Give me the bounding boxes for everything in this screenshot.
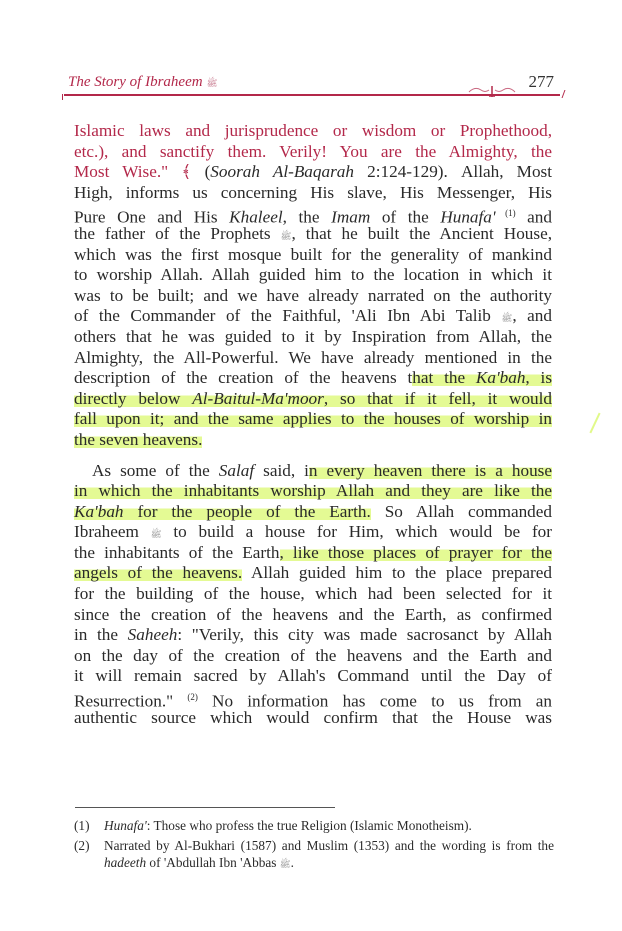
text-run: Resurrection.": [74, 691, 188, 711]
text-run: others that he was guided to it by Inspiration from Allah, the: [74, 326, 552, 346]
quran-quote-text: Most Wise.": [74, 162, 182, 182]
text-run: was to be built; and we have already narrated on the authority: [74, 285, 552, 305]
text-line: [74, 245, 552, 266]
footnote-text: [104, 817, 554, 834]
text-run: the inhabitants of the Earth: [74, 542, 280, 562]
body-text: [74, 121, 552, 728]
text-line: [74, 522, 552, 543]
header-rule: [64, 94, 560, 96]
text-run: (: [204, 162, 211, 182]
italic-term: hadeeth: [104, 855, 147, 870]
running-title-text: The Story of Ibraheem: [68, 74, 203, 90]
italic-term: Hunafa': [440, 208, 496, 228]
paragraph-gap: [74, 451, 552, 461]
text-line: [74, 327, 552, 348]
text-run: for the building of the house, which had been selected for it: [74, 584, 552, 604]
text-line: [74, 121, 552, 142]
highlighted-text: [476, 368, 526, 387]
highlighted-text: , so that if it fell, it would: [323, 388, 553, 408]
text-line: [74, 142, 552, 163]
text-run: Narrated by Al-Bukhari (1587) and Muslim (1353) and the wording is from the: [104, 838, 554, 853]
text-run: to worship Allah. Allah guided him to the location in which it: [74, 265, 552, 285]
text-run: of the Commander of the Faithful, 'Ali Ibn Abi Talib: [74, 306, 502, 326]
text-line: [74, 183, 552, 204]
highlighted-text: n every heaven there is a house: [308, 460, 552, 480]
text-run: High, informs us concerning His slave, His Messenger, His: [74, 182, 552, 202]
italic-term: Hunafa': [104, 818, 147, 833]
italic-term: Al-Baitul-Ma'moor: [192, 388, 324, 408]
text-run: to build a house for Him, which would be for: [161, 522, 553, 542]
text-run: , the: [282, 208, 332, 228]
text-line: [74, 224, 552, 245]
text-run: , and: [512, 306, 552, 326]
text-line: [74, 389, 552, 410]
text-line: [74, 563, 552, 584]
honorific-seal-icon: ﷺ: [280, 230, 292, 241]
text-line: [74, 409, 552, 430]
italic-term: Saheeh: [127, 625, 178, 645]
text-run: of the: [370, 208, 441, 228]
text-run: [210, 162, 354, 181]
footnote-ref: (1): [495, 208, 516, 219]
text-run: [104, 855, 146, 870]
italic-term: Imam: [331, 208, 371, 228]
text-run: So Allah commanded: [370, 501, 553, 521]
highlighter-mark: [589, 413, 600, 434]
highlighted-text: hat the: [412, 368, 476, 388]
text-run: , that he built the Ancient House,: [291, 223, 552, 243]
highlighted-text: , like those places of prayer for the: [279, 542, 552, 562]
text-run: .: [290, 855, 294, 870]
text-line: [74, 306, 552, 327]
quran-quote-text: etc.), and sanctify them. Verily! You are the Almighty, the: [74, 141, 552, 161]
footnote: [74, 837, 554, 873]
italic-term: Salaf: [218, 460, 255, 480]
text-run: on the day of the creation of the heavens and the Earth and: [74, 645, 552, 665]
text-run: said, i: [254, 460, 309, 480]
highlighted-text: the seven heavens.: [74, 429, 203, 449]
text-line: [74, 605, 552, 626]
text-run: and: [515, 208, 552, 228]
highlighted-text: [74, 502, 124, 521]
text-run: : "Verily, this city was made sacrosanct by Allah: [177, 625, 553, 645]
italic-term: Ka'bah: [475, 368, 526, 388]
text-line: [74, 348, 552, 369]
text-run: [219, 461, 254, 480]
text-line: [74, 430, 552, 451]
footnotes: [74, 817, 554, 876]
highlighted-text: [192, 389, 324, 408]
running-header: [64, 72, 560, 104]
text-run: Allah guided him to the place prepared: [242, 563, 552, 583]
text-line: [74, 543, 552, 564]
footnote-text: [104, 837, 554, 873]
text-run: in the: [74, 625, 128, 645]
text-run: As some of the: [92, 460, 219, 480]
highlighted-text: directly below: [74, 388, 193, 408]
text-run: description of the creation of the heavens t: [74, 368, 413, 388]
text-line: [74, 286, 552, 307]
footnote: [74, 817, 554, 834]
text-run: it will remain sacred by Allah's Command until the Day of: [74, 666, 552, 686]
text-line: [74, 666, 552, 687]
text-run: : Those who profess the true Religion (Islamic Monotheism).: [146, 818, 472, 833]
running-title: [68, 74, 217, 91]
text-run: which was the first mosque built for the generality of mankind: [74, 244, 552, 264]
footnote-number: (2): [74, 838, 90, 853]
highlighted-text: for the people of the Earth.: [123, 501, 371, 521]
quran-quote-text: ﴾: [181, 162, 205, 182]
text-run: the father of the Prophets: [74, 223, 281, 243]
text-line: [74, 368, 552, 389]
italic-term: Khaleel: [229, 208, 283, 228]
text-line: [74, 708, 552, 729]
text-line: [74, 265, 552, 286]
text-run: since the creation of the heavens and the Earth, as confirmed: [74, 604, 552, 624]
quran-quote-text: Islamic laws and jurisprudence or wisdom or Prophethood,: [74, 121, 552, 140]
text-run: [128, 625, 178, 644]
text-run: Ibraheem: [74, 522, 151, 542]
text-line: [74, 502, 552, 523]
text-line: [74, 481, 552, 502]
footnote-separator: [75, 807, 335, 808]
text-run: Almighty, the All-Powerful. We have already mentioned in the: [74, 347, 552, 367]
text-line: [74, 625, 552, 646]
highlighted-text: angels of the heavens.: [74, 563, 243, 583]
header-rule-end: [556, 90, 566, 98]
text-line: [74, 646, 552, 667]
text-line: [74, 687, 552, 711]
text-line: [74, 162, 552, 183]
text-run: Pure One and His: [74, 208, 230, 228]
honorific-seal-icon: ﷺ: [150, 529, 162, 540]
page-number: 277: [528, 72, 554, 91]
highlighted-text: , is: [525, 368, 553, 388]
text-line: [74, 584, 552, 605]
header-rule-end: [62, 94, 69, 100]
footnote-ref: (2): [187, 692, 198, 703]
honorific-seal-icon: ﷺ: [279, 859, 291, 869]
text-run: of 'Abdullah Ibn 'Abbas: [146, 855, 280, 870]
highlighted-text: in which the inhabitants worship Allah and they are like the: [74, 481, 552, 501]
italic-term: Soorah Al-Baqarah: [210, 162, 354, 182]
text-line: [74, 203, 552, 228]
italic-term: Ka'bah: [74, 501, 124, 521]
text-run: [104, 818, 147, 833]
text-line: [74, 461, 552, 482]
highlighted-text: fall upon it; and the same applies to the houses of worship in: [74, 409, 552, 429]
honorific-seal-icon: ﷺ: [206, 78, 218, 88]
text-run: No information has come to us from an: [197, 691, 552, 711]
honorific-seal-icon: ﷺ: [501, 313, 513, 324]
text-run: authentic source which would confirm that the House was: [74, 707, 552, 727]
footnote-number: (1): [74, 818, 90, 833]
text-run: 2:124-129). Allah, Most: [353, 162, 552, 182]
